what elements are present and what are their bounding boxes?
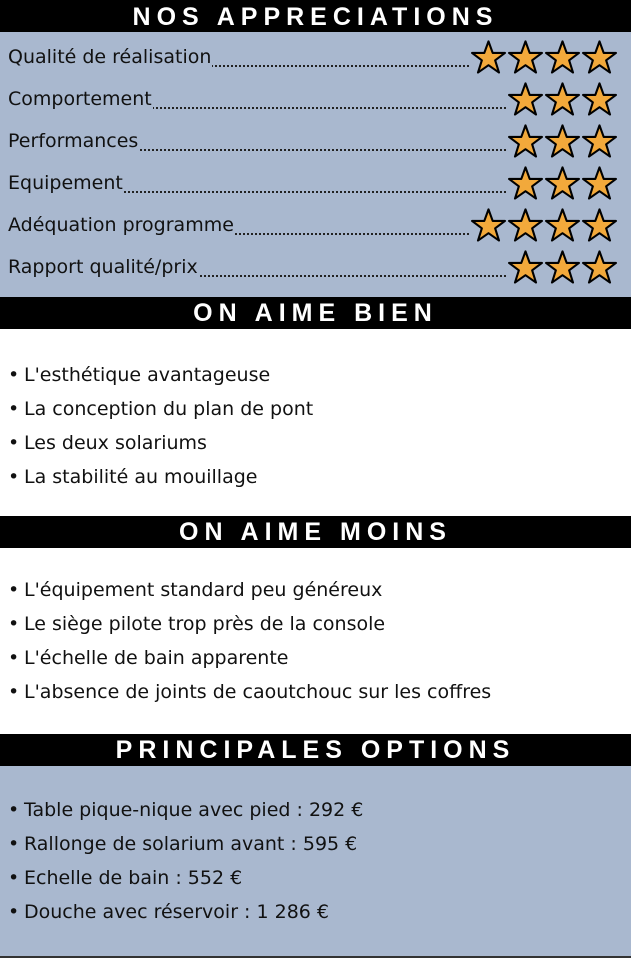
options-section [0,766,631,956]
list-item-text: La conception du plan de pont [24,398,314,420]
star-rating [506,246,617,288]
star-icon [582,208,617,243]
list-item-text: L'esthétique avantageuse [24,364,271,386]
star-rating [469,36,617,78]
bullet-icon: • [8,364,20,386]
rating-label: Comportement [8,88,152,110]
list-item [8,392,631,426]
rating-label: Performances [8,130,139,152]
bullet-icon: • [8,867,20,889]
aime-bien-header: ON AIME BIEN [0,297,631,329]
options-header: PRINCIPALES OPTIONS [0,734,631,766]
star-icon [582,40,617,75]
list-item [8,675,631,709]
star-icon [508,82,543,117]
bullet-icon: • [8,647,20,669]
list-item [8,793,631,827]
aime-bien-section [0,329,631,516]
star-icon [582,166,617,201]
list-item [8,827,631,861]
rating-label: Rapport qualité/prix [8,256,198,278]
ratings-panel [0,32,631,297]
star-rating [506,120,617,162]
list-item [8,358,631,392]
star-icon [545,124,580,159]
star-rating [506,78,617,120]
list-item-text: Table pique-nique avec pied : 292 € [24,799,364,821]
star-icon [582,124,617,159]
list-item [8,460,631,494]
list-item [8,861,631,895]
bullet-icon: • [8,799,20,821]
star-rating [469,204,617,246]
aime-moins-section [0,548,631,734]
list-item [8,426,631,460]
star-icon [545,250,580,285]
star-icon [545,208,580,243]
rating-row [0,204,631,246]
star-icon [545,166,580,201]
star-icon [508,250,543,285]
list-item-text: L'équipement standard peu généreux [24,579,383,601]
list-item-text: L'échelle de bain apparente [24,647,289,669]
list-item-text: L'absence de joints de caoutchouc sur les coffres [24,681,492,703]
list-item-text: Echelle de bain : 552 € [24,867,243,889]
aime-moins-list [0,573,631,709]
list-item-text: Le siège pilote trop près de la console [24,613,386,635]
list-item-text: Rallonge de solarium avant : 595 € [24,833,358,855]
list-item [8,895,631,929]
star-icon [582,250,617,285]
star-icon [582,82,617,117]
options-list [0,793,631,929]
rating-label: Adéquation programme [8,214,234,236]
list-item [8,641,631,675]
rating-label: Qualité de réalisation [8,46,212,68]
list-item [8,607,631,641]
bullet-icon: • [8,681,20,703]
list-item-text: Les deux solariums [24,432,207,454]
list-item [8,573,631,607]
star-icon [545,82,580,117]
bullet-icon: • [8,901,20,923]
aime-moins-header: ON AIME MOINS [0,516,631,548]
star-icon [471,208,506,243]
star-icon [508,124,543,159]
bullet-icon: • [8,579,20,601]
rating-label: Equipement [8,172,123,194]
bullet-icon: • [8,466,20,488]
rating-row [0,120,631,162]
aime-bien-list [0,358,631,494]
rating-row [0,78,631,120]
star-icon [471,40,506,75]
bullet-icon: • [8,833,20,855]
star-icon [545,40,580,75]
rating-row [0,246,631,288]
rating-row [0,162,631,204]
rating-row [0,36,631,78]
bullet-icon: • [8,613,20,635]
bullet-icon: • [8,432,20,454]
star-icon [508,40,543,75]
appreciations-header: NOS APPRECIATIONS [0,0,631,32]
list-item-text: Douche avec réservoir : 1 286 € [24,901,330,923]
star-rating [506,162,617,204]
star-icon [508,166,543,201]
star-icon [508,208,543,243]
list-item-text: La stabilité au mouillage [24,466,258,488]
bullet-icon: • [8,398,20,420]
